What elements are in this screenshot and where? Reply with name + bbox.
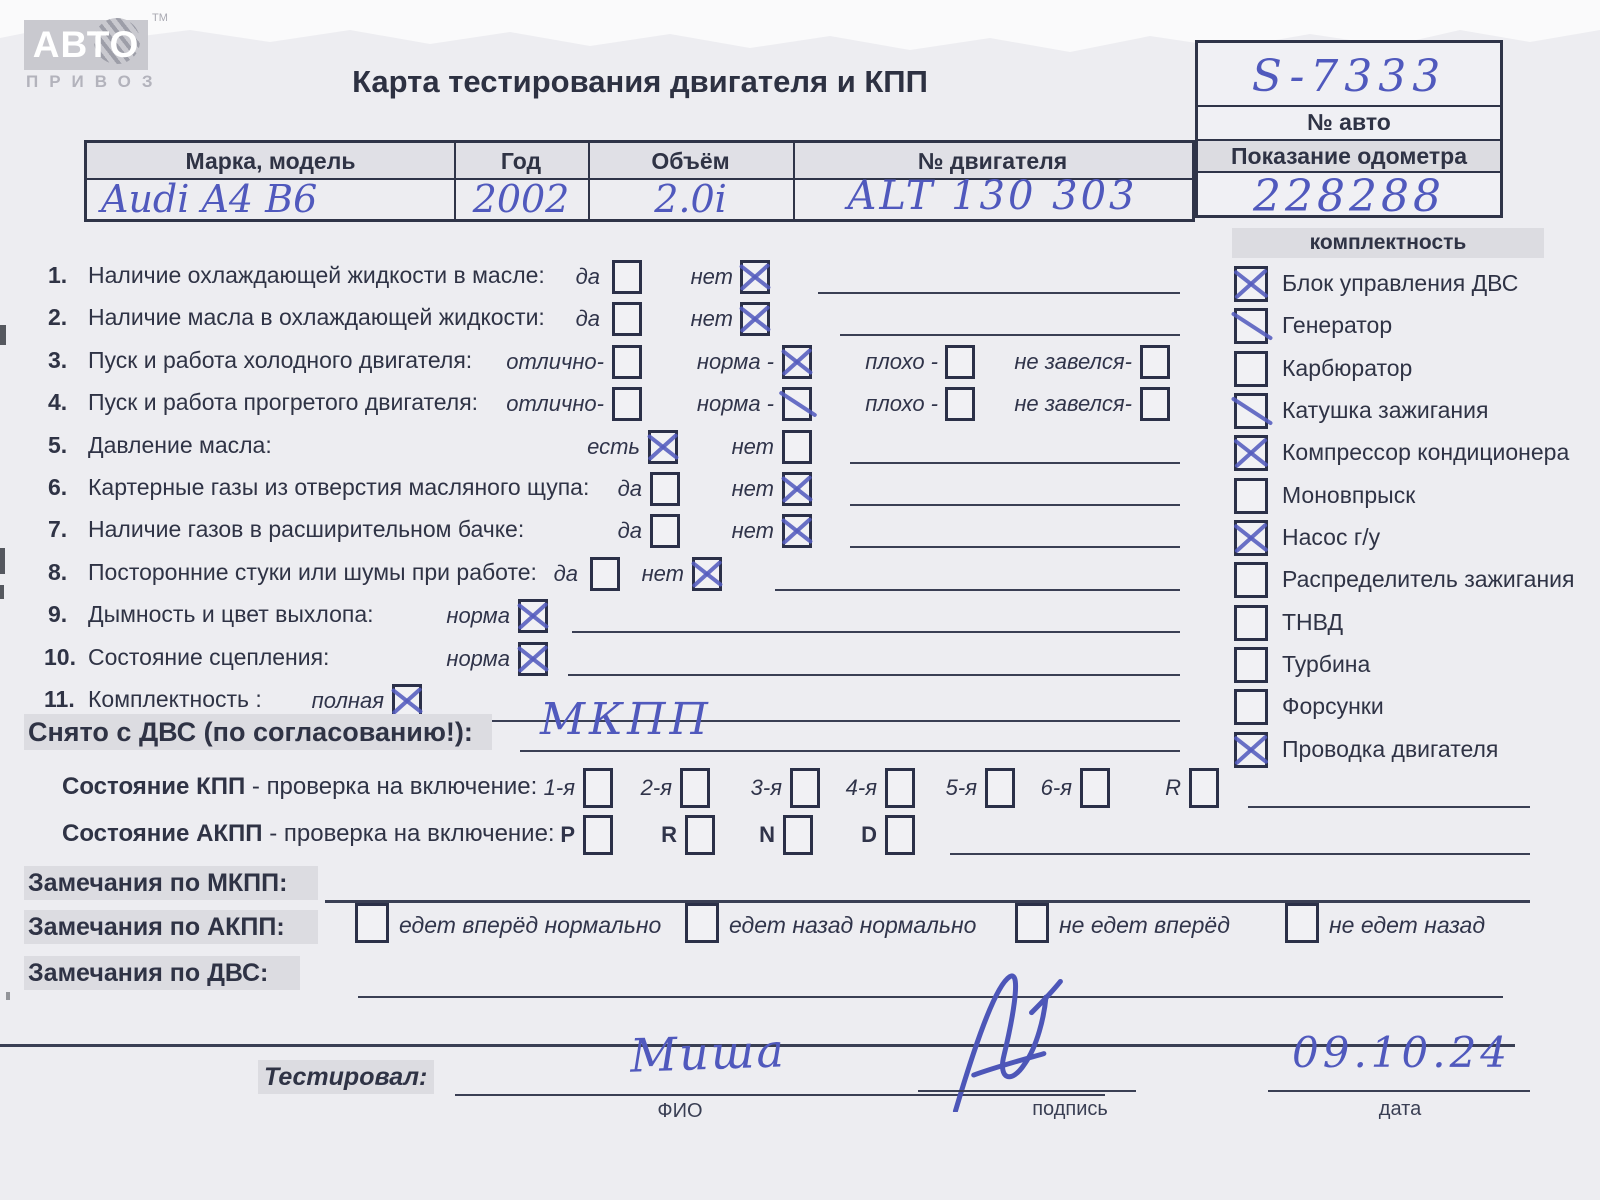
signature-caption: подпись (1032, 1098, 1108, 1120)
date-value: 09.10.24 (1292, 1028, 1512, 1077)
kit-item-label: Насос г/у (1282, 524, 1381, 550)
option-label: норма (446, 603, 510, 628)
option-label: не завелся- (1014, 391, 1132, 416)
kit-item-label: Проводка двигателя (1282, 736, 1499, 762)
question-label: Посторонние стуки или шумы при работе: (88, 559, 537, 585)
question-label: Наличие газов в расширительном бачке: (88, 516, 525, 542)
q3-ploho-checkbox[interactable] (945, 345, 975, 379)
question-label: Пуск и работа прогретого двигателя: (88, 389, 479, 415)
vehicle-table (84, 140, 1195, 222)
q11-polnaya-checkbox[interactable] (392, 684, 422, 718)
option-label: да (553, 561, 578, 586)
q4-nezavelsya-checkbox[interactable] (1140, 387, 1170, 421)
logo-subtitle: ПРИВОЗ (26, 72, 164, 91)
car-no-value: S-7333 (1251, 51, 1447, 102)
question-label: Пуск и работа холодного двигателя: (88, 347, 473, 373)
akpp-check-label: Состояние АКПП - проверка на включение: (62, 820, 555, 847)
date-line (1268, 1090, 1530, 1092)
car-number-box (1195, 40, 1503, 222)
kit-checkbox-injectors[interactable] (1234, 689, 1268, 725)
volume-value: 2.0i (654, 177, 727, 221)
box-divider (1198, 105, 1500, 107)
gear-label: P (560, 822, 575, 847)
akpp-n-checkbox[interactable] (783, 815, 813, 855)
akpp-option-label: едет вперёд нормально (399, 912, 662, 938)
akpp-p-checkbox[interactable] (583, 815, 613, 855)
q4-norma-checkbox[interactable] (782, 387, 812, 421)
kit-item-label: Форсунки (1282, 693, 1384, 719)
blank-line (818, 292, 1180, 294)
akpp-forward-ok-checkbox[interactable] (355, 903, 389, 943)
kit-item-label: Моновпрыск (1282, 482, 1416, 508)
question-row (0, 304, 1200, 344)
signature-line (918, 1090, 1136, 1092)
blank-line (572, 631, 1180, 633)
kit-checkbox-ps-pump[interactable] (1234, 520, 1268, 556)
gear-label: R (661, 822, 677, 847)
question-number: 4. (48, 389, 68, 415)
question-number: 7. (48, 516, 68, 542)
kit-item-label: Турбина (1282, 651, 1371, 677)
volume-header: Объём (651, 148, 730, 174)
option-label: плохо - (865, 349, 938, 374)
question-label: Дымность и цвет выхлопа: (88, 601, 374, 627)
q7-da-checkbox[interactable] (650, 514, 680, 548)
q1-da-checkbox[interactable] (612, 260, 642, 294)
tester-name-value: Миша (629, 1023, 787, 1083)
kit-checkbox-ignition-coil[interactable] (1234, 393, 1268, 429)
gear-6-checkbox[interactable] (1080, 768, 1110, 808)
blank-line (568, 674, 1180, 676)
kpp-check-row (0, 773, 1600, 819)
option-label: отлично- (506, 391, 604, 416)
question-number: 11. (44, 686, 75, 712)
scan-artifact (6, 992, 10, 1000)
question-row (0, 432, 1200, 472)
option-label: норма - (696, 391, 774, 416)
option-label: нет (690, 306, 733, 331)
kit-item-label: Распределитель зажигания (1282, 566, 1575, 592)
kit-checkbox-monoinjection[interactable] (1234, 478, 1268, 514)
question-label: Картерные газы из отверстия масляного щупа: (88, 474, 590, 500)
question-number: 3. (48, 347, 68, 373)
year-value: 2002 (472, 177, 570, 221)
kit-title: комплектность (1232, 228, 1544, 258)
option-label: нет (731, 476, 774, 501)
engine-no-header: № двигателя (917, 148, 1068, 174)
kit-item-label: ТНВД (1282, 609, 1344, 635)
q8-da-checkbox[interactable] (590, 557, 620, 591)
question-label: Давление масла: (88, 432, 272, 458)
question-label: Наличие охлаждающей жидкости в масле: (88, 262, 545, 288)
kit-checkbox-engine-wiring[interactable] (1234, 732, 1268, 768)
kit-item-label: Катушка зажигания (1282, 397, 1489, 423)
akpp-option-label: не едет вперёд (1059, 912, 1230, 938)
blank-line (850, 462, 1180, 464)
akpp-no-forward-checkbox[interactable] (1015, 903, 1049, 943)
question-label: Наличие масла в охлаждающей жидкости: (88, 304, 545, 330)
q4-otlichno-checkbox[interactable] (612, 387, 642, 421)
q8-net-checkbox[interactable] (692, 557, 722, 591)
logo (24, 12, 184, 96)
gear-label: 2-я (640, 775, 672, 800)
option-label: полная (311, 688, 384, 713)
gear-label: 5-я (945, 775, 977, 800)
gear-2-checkbox[interactable] (680, 768, 710, 808)
gear-5-checkbox[interactable] (985, 768, 1015, 808)
option-label: плохо - (865, 391, 938, 416)
fio-caption: ФИО (657, 1100, 703, 1122)
akpp-check-row (0, 820, 1600, 866)
option-label: нет (731, 434, 774, 459)
kit-item-label: Генератор (1282, 312, 1393, 338)
make-value: Audi A4 B6 (101, 177, 318, 221)
question-row (0, 474, 1200, 514)
question-row (0, 262, 1200, 302)
kit-checkbox-carburetor[interactable] (1234, 351, 1268, 387)
akpp-option-label: едет назад нормально (729, 912, 977, 938)
blank-line (840, 334, 1180, 336)
question-row (0, 516, 1200, 556)
kpp-check-label: Состояние КПП - проверка на включение: (62, 773, 538, 800)
question-number: 5. (48, 432, 68, 458)
remarks-mkpp-line (325, 900, 1530, 903)
q7-net-checkbox[interactable] (782, 514, 812, 548)
option-label: не завелся- (1014, 349, 1132, 374)
option-label: нет (641, 561, 684, 586)
tested-by-label: Тестировал: (258, 1060, 434, 1094)
q2-da-checkbox[interactable] (612, 302, 642, 336)
odometer-value: 228288 (1253, 171, 1445, 222)
make-header: Марка, модель (185, 148, 356, 174)
kit-item-label: Блок управления ДВС (1282, 270, 1519, 296)
question-row (0, 601, 1200, 641)
q5-net-checkbox[interactable] (782, 430, 812, 464)
gear-label: 4-я (845, 775, 877, 800)
option-label: отлично- (506, 349, 604, 374)
blank-line (1248, 806, 1530, 808)
blank-line (950, 853, 1530, 855)
option-label: да (575, 264, 600, 289)
question-number: 8. (48, 559, 68, 585)
question-label: Состояние сцепления: (88, 644, 330, 670)
gear-label: 6-я (1040, 775, 1072, 800)
blank-line (775, 589, 1180, 591)
blank-line (850, 546, 1180, 548)
question-number: 2. (48, 304, 68, 330)
removed-from-engine-label: Снято с ДВС (по согласованию!): (24, 714, 492, 750)
gear-label: R (1165, 775, 1181, 800)
year-header: Год (500, 148, 542, 174)
remarks-mkpp-label: Замечания по МКПП: (24, 866, 318, 900)
remarks-akpp-label: Замечания по АКПП: (24, 910, 318, 944)
question-number: 1. (48, 262, 68, 288)
kit-checkbox-tnvd[interactable] (1234, 605, 1268, 641)
kit-checkbox-generator[interactable] (1234, 308, 1268, 344)
question-row (0, 389, 1200, 429)
gear-r-checkbox[interactable] (1189, 768, 1219, 808)
question-row (0, 347, 1200, 387)
question-label: Комплектность : (88, 686, 262, 712)
q1-net-checkbox[interactable] (740, 260, 770, 294)
logo-word: АВТО (32, 24, 140, 65)
gear-3-checkbox[interactable] (790, 768, 820, 808)
remarks-dvs-label: Замечания по ДВС: (24, 956, 300, 990)
question-number: 10. (44, 644, 76, 670)
removed-blank-line (520, 750, 1180, 752)
gear-4-checkbox[interactable] (885, 768, 915, 808)
gear-label: 1-я (543, 775, 575, 800)
kit-checkbox-distributor[interactable] (1234, 562, 1268, 598)
blank-line (850, 504, 1180, 506)
akpp-no-backward-checkbox[interactable] (1285, 903, 1319, 943)
akpp-r-checkbox[interactable] (685, 815, 715, 855)
option-label: да (617, 476, 642, 501)
kit-checkbox-turbine[interactable] (1234, 647, 1268, 683)
page-title: Карта тестирования двигателя и КПП (352, 64, 928, 99)
q3-nezavelsya-checkbox[interactable] (1140, 345, 1170, 379)
q3-norma-checkbox[interactable] (782, 345, 812, 379)
question-row (0, 559, 1200, 599)
q6-net-checkbox[interactable] (782, 472, 812, 506)
option-label: норма - (696, 349, 774, 374)
q10-norma-checkbox[interactable] (518, 642, 548, 676)
date-caption: дата (1378, 1098, 1422, 1120)
akpp-option-label: не едет назад (1329, 912, 1486, 938)
gear-label: D (861, 822, 877, 847)
gear-label: N (759, 822, 775, 847)
engine-no-value: ALT 130 303 (847, 173, 1138, 219)
q2-net-checkbox[interactable] (740, 302, 770, 336)
gear-1-checkbox[interactable] (583, 768, 613, 808)
question-number: 9. (48, 601, 68, 627)
kit-item-label: Компрессор кондиционера (1282, 439, 1570, 465)
removed-from-engine-value: МКПП (540, 694, 712, 745)
logo-tm: ТМ (152, 12, 168, 24)
q4-ploho-checkbox[interactable] (945, 387, 975, 421)
car-no-header: № авто (1307, 109, 1391, 135)
option-label: норма (446, 646, 510, 671)
option-label: нет (690, 264, 733, 289)
question-number: 6. (48, 474, 68, 500)
akpp-backward-ok-checkbox[interactable] (685, 903, 719, 943)
q5-est-checkbox[interactable] (648, 430, 678, 464)
option-label: да (575, 306, 600, 331)
q6-da-checkbox[interactable] (650, 472, 680, 506)
option-label: есть (587, 434, 640, 459)
kit-checkbox-ac-compressor[interactable] (1234, 435, 1268, 471)
kit-checkbox-ecu[interactable] (1234, 266, 1268, 302)
q3-otlichno-checkbox[interactable] (612, 345, 642, 379)
q9-norma-checkbox[interactable] (518, 599, 548, 633)
option-label: да (617, 518, 642, 543)
gear-label: 3-я (750, 775, 782, 800)
option-label: нет (731, 518, 774, 543)
kit-item-label: Карбюратор (1282, 355, 1413, 381)
question-row (0, 644, 1200, 684)
odometer-header: Показание одометра (1198, 141, 1500, 171)
akpp-d-checkbox[interactable] (885, 815, 915, 855)
